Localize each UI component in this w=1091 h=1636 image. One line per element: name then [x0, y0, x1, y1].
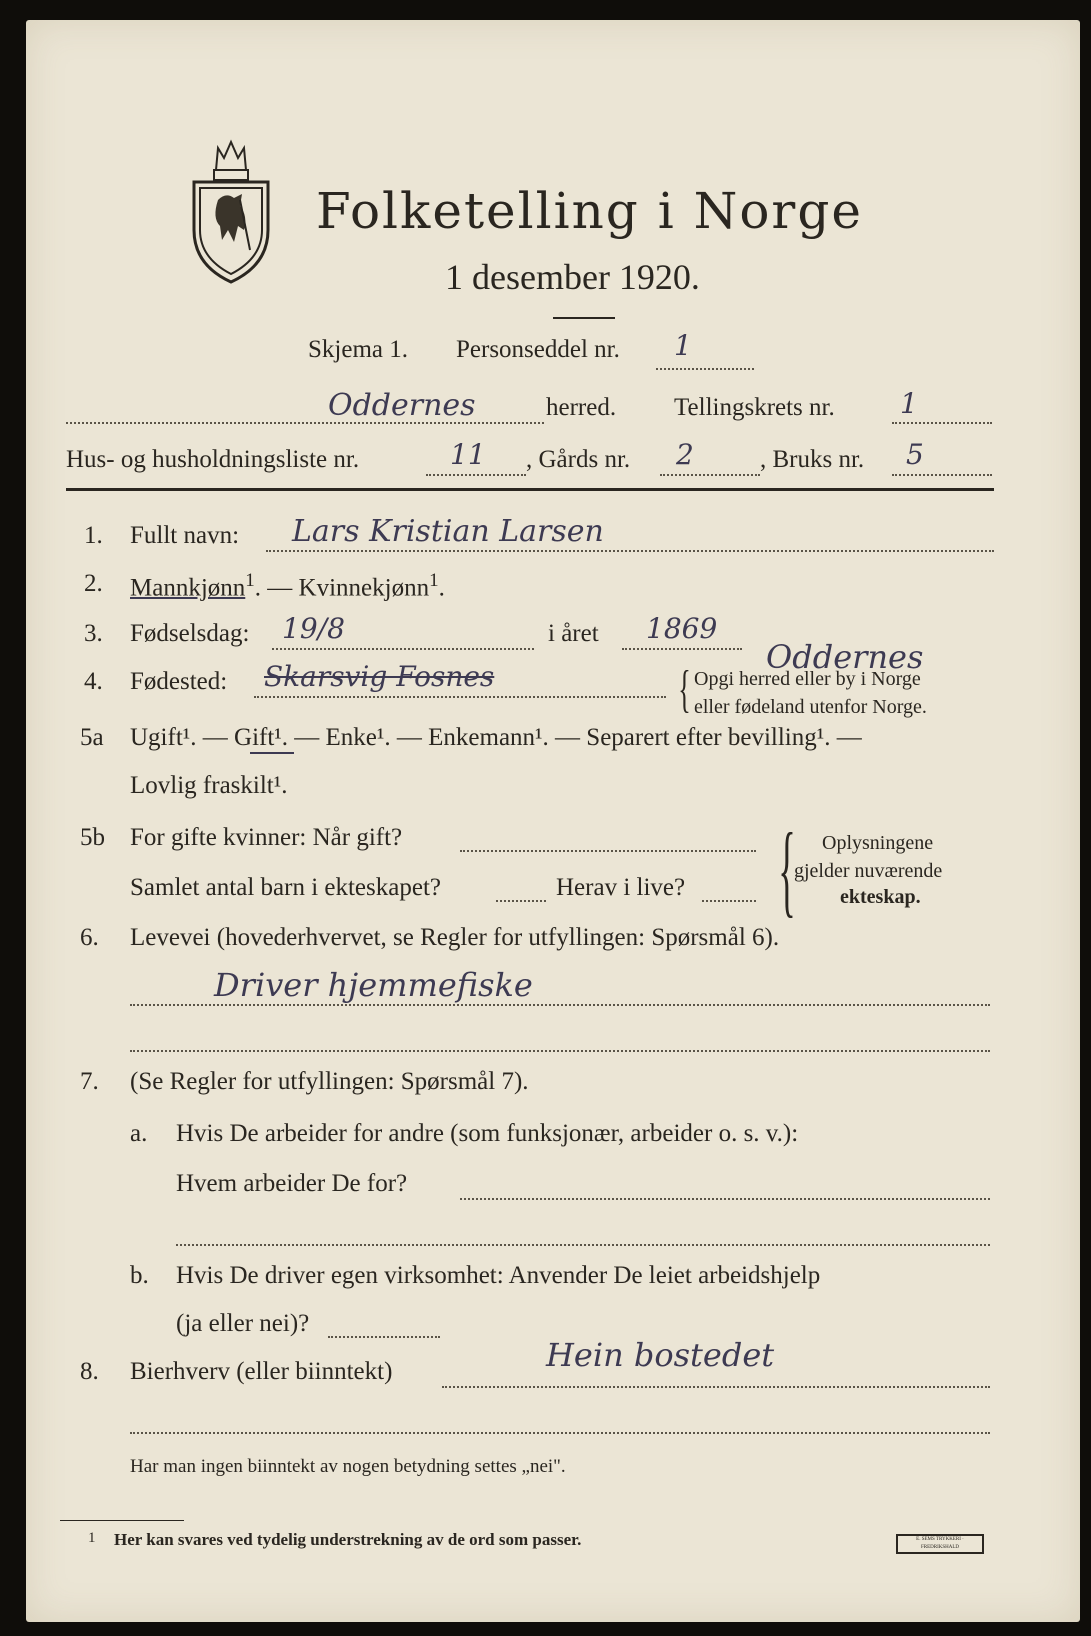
q7b-yes-no-field[interactable] [328, 1336, 440, 1338]
footnote-text: Her kan svares ved tydelig understrekning av de ord som passer. [114, 1530, 582, 1549]
q5b-number: 5b [80, 824, 105, 851]
q8-side-income-value[interactable]: Hein bostedet [546, 1336, 775, 1374]
q1-number: 1. [84, 522, 103, 549]
gards-value[interactable]: 2 [676, 438, 694, 471]
q5a-marital-options[interactable]: Ugift¹. — Gift¹. — Enke¹. — Enkemann¹. — Separert efter bevilling¹. — [130, 724, 862, 751]
tellingskrets-label: Tellingskrets nr. [674, 394, 835, 421]
norway-coat-of-arms-icon [188, 130, 274, 290]
q7a-employer-field[interactable] [460, 1198, 990, 1200]
q7a-label: Hvis De arbeider for andre (som funksjonær, arbeider o. s. v.): [176, 1120, 799, 1147]
q5b-when-married-label: For gifte kvinner: Når gift? [130, 824, 403, 851]
gards-label: , Gårds nr. [526, 446, 631, 473]
q1-label: Fullt navn: [130, 522, 240, 549]
q5a-marital-options-line2[interactable]: Lovlig fraskilt¹. [130, 772, 288, 799]
q7-label: (Se Regler for utfyllingen: Spørsmål 7). [130, 1068, 529, 1095]
q7a-employer-label: Hvem arbeider De for? [176, 1170, 408, 1197]
footnote-number: 1 [88, 1530, 96, 1546]
q5b-alive-label: Herav i live? [556, 874, 686, 901]
footnote-rule [60, 1520, 184, 1521]
q4-birthplace-value[interactable]: Oddernes [766, 638, 924, 676]
q4-note-line1: Opgi herred eller by i Norge [694, 668, 921, 690]
printer-stamp: E. SEMS TRYKKERI · FREDRIKSHALD [896, 1534, 984, 1554]
q5b-children-label: Samlet antal barn i ekteskapet? [130, 874, 441, 901]
q6-label: Levevei (hovederhvervet, se Regler for utfyllingen: Spørsmål 6). [130, 924, 780, 951]
q3-label: Fødselsdag: [130, 620, 250, 647]
q2-kvinnekjonn-option[interactable]: . — Kvinnekjønn [254, 574, 430, 602]
q7b-yes-no-label: (ja eller nei)? [176, 1310, 310, 1337]
q6-occupation-value[interactable]: Driver hjemmefiske [214, 966, 533, 1004]
q2-mannkjonn-option[interactable]: Mannkjønn [130, 574, 246, 602]
q7b-label: Hvis De driver egen virksomhet: Anvender De leiet arbeidshjelp [176, 1262, 821, 1289]
q7-number: 7. [80, 1068, 99, 1095]
q4-brace: { [678, 661, 691, 718]
q1-full-name-value[interactable]: Lars Kristian Larsen [292, 514, 604, 549]
form-title: Folketelling i Norge [316, 182, 863, 240]
bruks-value[interactable]: 5 [906, 438, 924, 471]
census-form-sheet [26, 20, 1080, 1622]
q5b-brace: { [778, 812, 796, 927]
q7b-letter: b. [130, 1262, 149, 1289]
q3-number: 3. [84, 620, 103, 647]
personseddel-label: Personseddel nr. [456, 336, 620, 363]
q4-struck-birthplace: Skarsvig Fosnes [264, 660, 495, 693]
q3-year-value[interactable]: 1869 [646, 612, 718, 645]
q8-label: Bierhverv (eller biinntekt) [130, 1358, 393, 1385]
q5b-note-line3: ekteskap. [840, 886, 921, 908]
q3-birthday-value[interactable]: 19/8 [282, 612, 345, 645]
bruks-label: , Bruks nr. [760, 446, 865, 473]
q4-label: Fødested: [130, 668, 228, 695]
header-separator [66, 488, 994, 491]
side-income-note: Har man ingen biinntekt av nogen betydning settes „nei". [130, 1456, 566, 1477]
hus-value[interactable]: 11 [450, 438, 486, 471]
q5b-note-line1: Oplysningene [822, 832, 934, 854]
q2-number: 2. [84, 570, 103, 597]
title-divider [553, 317, 615, 319]
tellingskrets-value[interactable]: 1 [900, 387, 918, 420]
census-date: 1 desember 1920. [445, 257, 700, 297]
q5b-note-line2: gjelder nuværende [794, 860, 943, 882]
q7a-letter: a. [130, 1120, 148, 1147]
q8-number: 8. [80, 1358, 99, 1385]
q2-options: Mannkjønn$^1$. — Kvinnekjønn$^1$. [130, 570, 445, 602]
herred-value[interactable]: Oddernes [328, 388, 476, 423]
q4-number: 4. [84, 668, 103, 695]
q4-note-line2: eller fødeland utenfor Norge. [694, 696, 927, 718]
skjema-label: Skjema 1. [308, 336, 408, 363]
q5a-gift-underline [250, 752, 294, 754]
q3-year-label: i året [548, 620, 599, 647]
q5a-number: 5a [80, 724, 104, 751]
hus-label: Hus- og husholdningsliste nr. [66, 446, 360, 473]
q6-number: 6. [80, 924, 99, 951]
personseddel-value[interactable]: 1 [674, 329, 692, 362]
herred-label: herred. [546, 394, 617, 421]
